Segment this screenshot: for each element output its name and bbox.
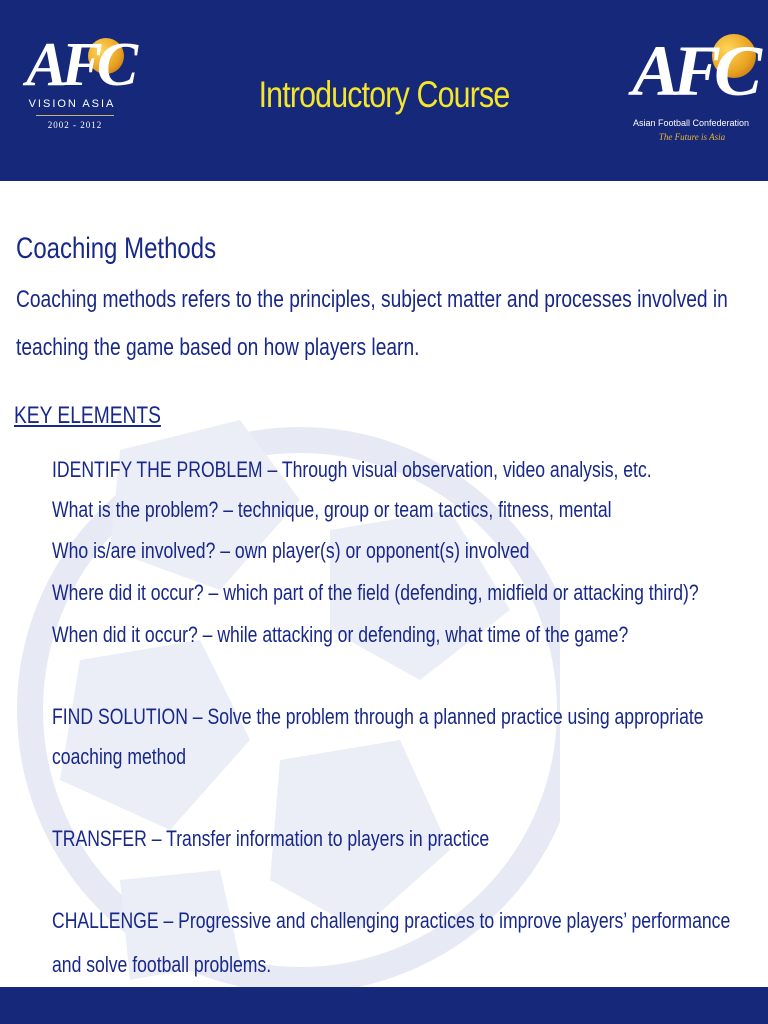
identify-line: IDENTIFY THE PROBLEM – Through visual observation, video analysis, etc. (52, 457, 652, 482)
intro-line-2: teaching the game based on how players learn. (16, 334, 420, 361)
footer-bar (0, 987, 768, 1024)
challenge-line: CHALLENGE – Progressive and challenging practices to improve players’ performance (52, 908, 731, 933)
transfer-line: TRANSFER – Transfer information to players in practice (52, 826, 490, 851)
logo-years: 2002 - 2012 (47, 120, 103, 130)
identify-line: When did it occur? – while attacking or defending, what time of the game? (52, 622, 629, 647)
find-solution-line: coaching method (52, 744, 187, 769)
identify-line: Where did it occur? – which part of the field (defending, midfield or attacking third)? (52, 580, 699, 605)
logo-tagline: The Future is Asia (658, 132, 726, 142)
header-banner (0, 0, 768, 181)
slide-title: Introductory Course (258, 74, 510, 115)
logo-wordmark: AFC (26, 31, 133, 99)
section-heading: Coaching Methods (16, 232, 217, 265)
afc-confederation-logo (630, 30, 756, 155)
logo-wordmark: AFC (632, 31, 756, 111)
challenge-line: and solve football problems. (52, 952, 272, 977)
logo-subtitle: VISION ASIA (28, 98, 116, 110)
identify-line: What is the problem? – technique, group or team tactics, fitness, mental (52, 497, 612, 522)
key-elements-label: KEY ELEMENTS (14, 402, 161, 429)
logo-org-name: Asian Football Confederation (632, 118, 750, 128)
intro-line-1: Coaching methods refers to the principles, subject matter and processes involved in (16, 286, 728, 313)
find-solution-line: FIND SOLUTION – Solve the problem through a planned practice using appropriate (52, 704, 704, 729)
identify-line: Who is/are involved? – own player(s) or opponent(s) involved (52, 538, 530, 563)
